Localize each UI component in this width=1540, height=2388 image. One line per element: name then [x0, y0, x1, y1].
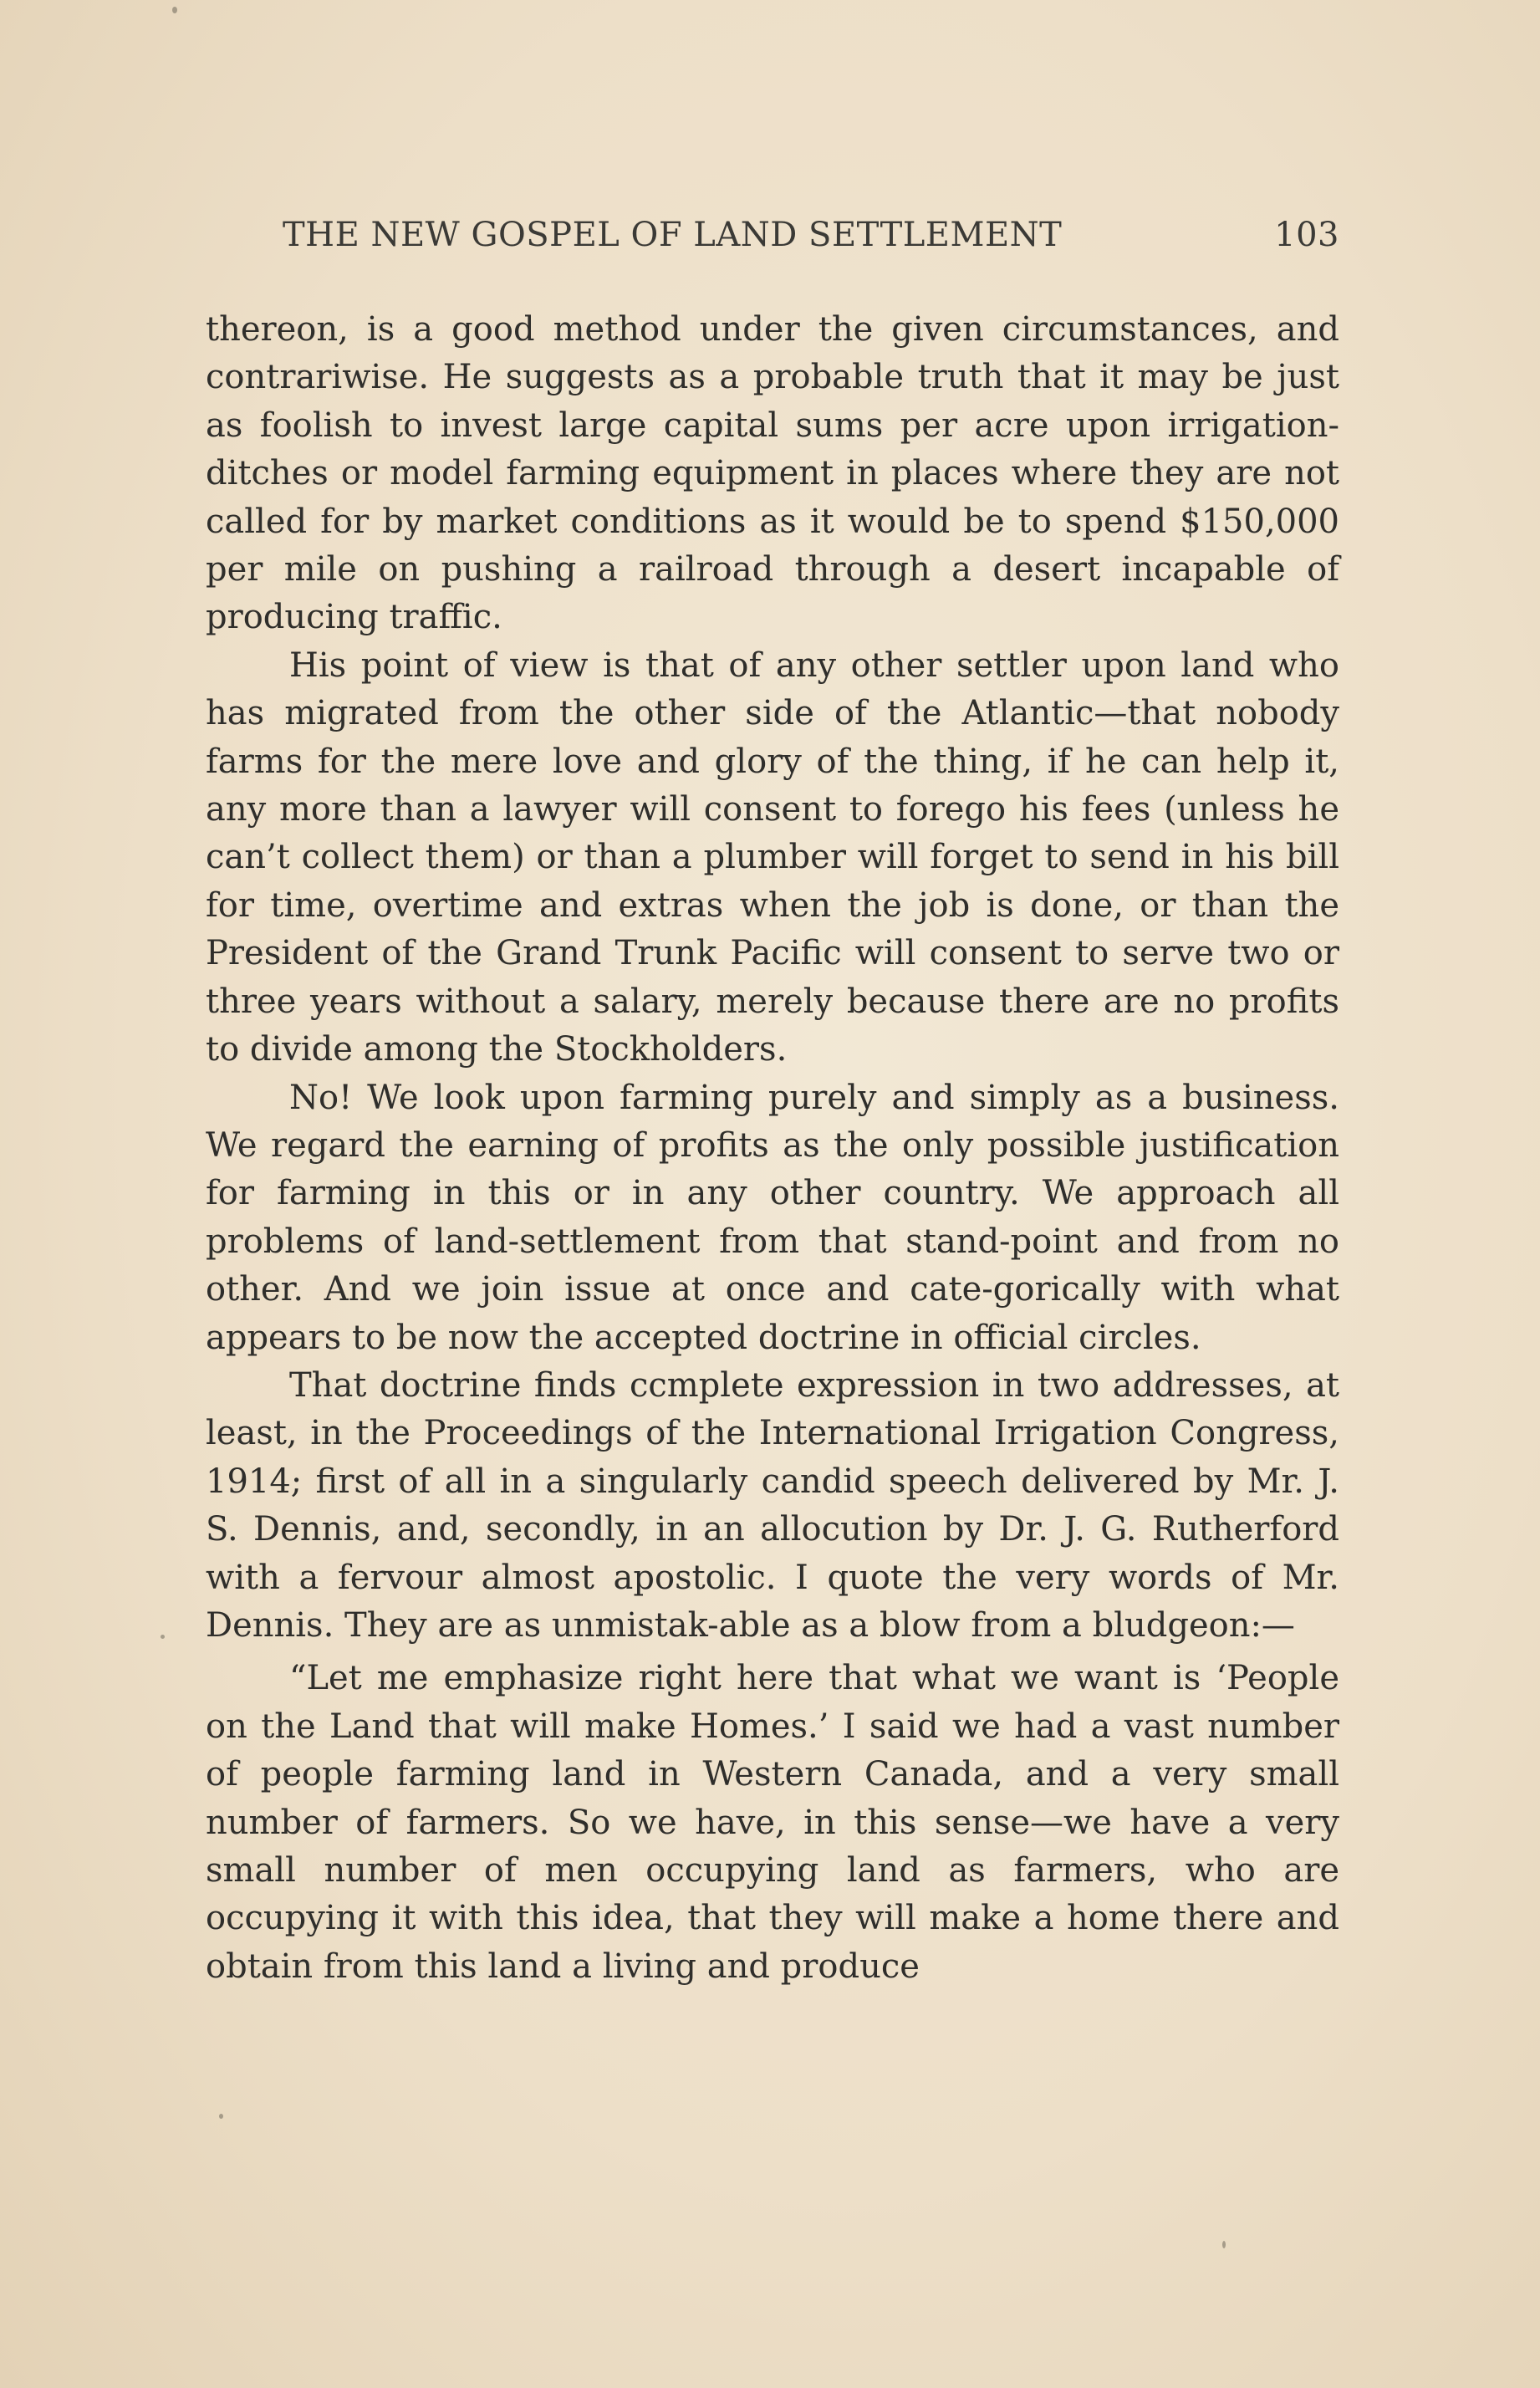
paragraph-2: His point of view is that of any other settler upon land who has migrated from the other side of the Atlantic—that nobody farms for the mere love and glory of the thing, if he can help it, any more than a lawyer will consent to forego his fees (unless he can’t collect them) or than a plumber will forget to send in his bill for time, overtime and extras when the job is done, or than the President of the Grand Trunk Pacific will consent to serve two or three years without a salary, merely because there are no profits to divide among the Stockholders.: [206, 645, 1339, 1069]
page-body: [206, 306, 1339, 1991]
running-title: THE NEW GOSPEL OF LAND SETTLEMENT: [283, 216, 1063, 254]
paragraph-5-quotation: “Let me emphasize right here that what we want is ‘People on the Land that will make Homes.’ I said we had a vast number of people farming land in Western Canada, and a very small number of farmers. So we have, in this sense—we have a very small number of men occupying land as farmers, who are occupying it with this idea, that they will make a home there and obtain from this land a living and produce: [206, 1659, 1339, 1986]
running-header: [283, 216, 1339, 266]
paper-speck: [1222, 2241, 1226, 2248]
paper-speck: [172, 7, 177, 13]
paper-speck: [161, 1635, 165, 1639]
page-number: 103: [1274, 216, 1339, 254]
paragraph-3: No! We look upon farming purely and simply as a business. We regard the earning of profits as the only possible justification for farming in this or in any other country. We approach all problems of land-settlement from that stand-point and from no other. And we join issue at once and cate-gorically with what appears to be now the accepted doctrine in official circles.: [206, 1078, 1339, 1357]
paper-speck: [219, 2114, 223, 2119]
paragraph-4: That doctrine finds ccmplete expression in two addresses, at least, in the Proceedings of the International Irrigation Congress, 1914; first of all in a singularly candid speech delivered by Mr. J. S. Dennis, and, secondly, in an allocution by Dr. J. G. Rutherford with a fervour almost apostolic. I quote the very words of Mr. Dennis. They are as unmistak-able as a blow from a bludgeon:—: [206, 1365, 1339, 1645]
paragraph-1: thereon, is a good method under the given circumstances, and contrariwise. He suggests as a probable truth that it may be just as foolish to invest large capital sums per acre upon irrigation-ditches or model farming equipment in places where they are not called for by market conditions as it would be to spend $150,000 per mile on pushing a railroad through a desert incapable of producing traffic.: [206, 310, 1339, 637]
